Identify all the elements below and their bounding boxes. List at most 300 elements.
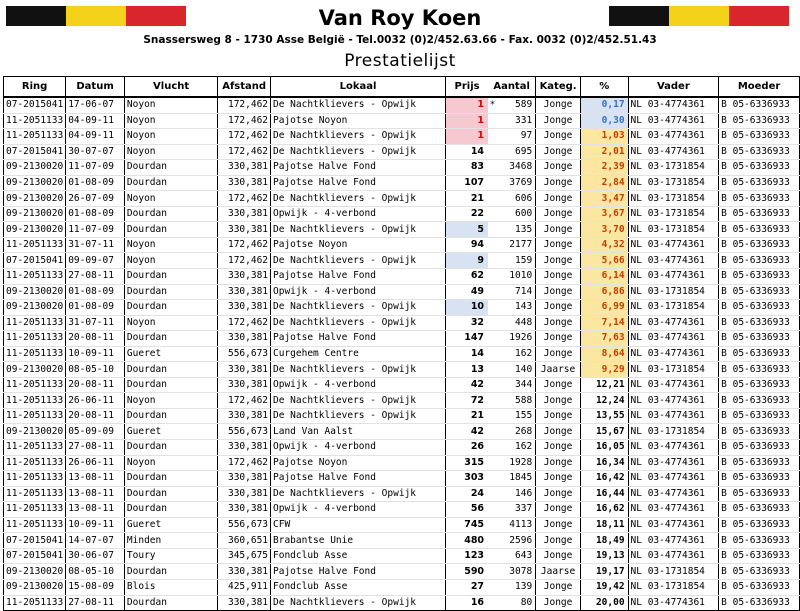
vlucht-cell: Dourdan [124, 269, 217, 285]
table-row [4, 300, 800, 316]
moeder-cell: B 05-6336933 [719, 564, 800, 580]
moeder-cell: B 05-6336933 [719, 129, 800, 145]
prijs-cell: 1 [446, 129, 488, 145]
prijs-cell: 21 [446, 408, 488, 424]
table-row [4, 237, 800, 253]
star-marker [488, 377, 497, 393]
moeder-cell: B 05-6336933 [719, 269, 800, 285]
pct-cell: 12,24 [580, 393, 628, 409]
ring-cell: 11-2051133 [4, 346, 66, 362]
moeder-cell: B 05-6336933 [719, 300, 800, 316]
star-marker [488, 315, 497, 331]
moeder-cell: B 05-6336933 [719, 455, 800, 471]
ring-cell: 09-2130020 [4, 579, 66, 595]
star-marker [488, 440, 497, 456]
kateg-cell: Jonge [536, 502, 581, 518]
ring-cell: 07-2015041 [4, 97, 66, 113]
vader-cell: NL 03-1731854 [628, 222, 719, 238]
star-marker [488, 564, 497, 580]
afstand-cell: 330,381 [218, 440, 271, 456]
vader-cell: NL 03-4774361 [628, 455, 719, 471]
vlucht-cell: Dourdan [124, 377, 217, 393]
star-marker [488, 284, 497, 300]
lokaal-cell: Opwijk - 4-verbond [271, 206, 446, 222]
pct-cell: 3,47 [580, 191, 628, 207]
ring-cell: 11-2051133 [4, 393, 66, 409]
star-marker [488, 206, 497, 222]
kateg-cell: Jonge [536, 315, 581, 331]
datum-cell: 11-07-09 [66, 222, 125, 238]
moeder-cell: B 05-6336933 [719, 393, 800, 409]
vlucht-cell: Noyon [124, 97, 217, 113]
afstand-cell: 330,381 [218, 206, 271, 222]
aantal-cell: 588 [497, 393, 536, 409]
datum-cell: 15-08-09 [66, 579, 125, 595]
aantal-cell: 606 [497, 191, 536, 207]
lokaal-cell: De Nachtklievers - Opwijk [271, 300, 446, 316]
moeder-cell: B 05-6336933 [719, 517, 800, 533]
afstand-cell: 330,381 [218, 408, 271, 424]
afstand-cell: 172,462 [218, 129, 271, 145]
aantal-cell: 331 [497, 113, 536, 129]
table-row [4, 346, 800, 362]
star-marker [488, 595, 497, 611]
moeder-cell: B 05-6336933 [719, 362, 800, 378]
afstand-cell: 172,462 [218, 253, 271, 269]
afstand-cell: 330,381 [218, 269, 271, 285]
kateg-cell: Jonge [536, 533, 581, 549]
star-marker [488, 160, 497, 176]
afstand-cell: 330,381 [218, 300, 271, 316]
ring-cell: 09-2130020 [4, 284, 66, 300]
datum-cell: 05-09-09 [66, 424, 125, 440]
lokaal-cell: Fondclub Asse [271, 548, 446, 564]
aantal-cell: 159 [497, 253, 536, 269]
vlucht-cell: Dourdan [124, 595, 217, 611]
vlucht-cell: Dourdan [124, 175, 217, 191]
pct-cell: 0,17 [580, 97, 628, 113]
ring-cell: 07-2015041 [4, 548, 66, 564]
pct-cell: 6,14 [580, 269, 628, 285]
ring-cell: 07-2015041 [4, 144, 66, 160]
vader-cell: NL 03-4774361 [628, 315, 719, 331]
aantal-cell: 695 [497, 144, 536, 160]
vlucht-cell: Dourdan [124, 486, 217, 502]
ring-cell: 09-2130020 [4, 191, 66, 207]
vlucht-cell: Dourdan [124, 284, 217, 300]
prijs-cell: 315 [446, 455, 488, 471]
lokaal-cell: De Nachtklievers - Opwijk [271, 144, 446, 160]
afstand-cell: 172,462 [218, 393, 271, 409]
prijs-cell: 26 [446, 440, 488, 456]
afstand-cell: 330,381 [218, 160, 271, 176]
vader-cell: NL 03-4774361 [628, 144, 719, 160]
lokaal-cell: Curgehem Centre [271, 346, 446, 362]
vader-cell: NL 03-4774361 [628, 269, 719, 285]
kateg-cell: Jonge [536, 175, 581, 191]
aantal-cell: 80 [497, 595, 536, 611]
moeder-cell: B 05-6336933 [719, 175, 800, 191]
pct-cell: 20,00 [580, 595, 628, 611]
star-marker [488, 424, 497, 440]
aantal-cell: 1926 [497, 331, 536, 347]
kateg-cell: Jonge [536, 144, 581, 160]
vader-cell: NL 03-1731854 [628, 424, 719, 440]
vader-cell: NL 03-1731854 [628, 300, 719, 316]
vlucht-cell: Gueret [124, 424, 217, 440]
afstand-cell: 345,675 [218, 548, 271, 564]
prijs-cell: 72 [446, 393, 488, 409]
kateg-cell: Jonge [536, 237, 581, 253]
kateg-cell: Jonge [536, 346, 581, 362]
kateg-cell: Jonge [536, 206, 581, 222]
star-marker [488, 237, 497, 253]
aantal-cell: 135 [497, 222, 536, 238]
vader-cell: NL 03-1731854 [628, 175, 719, 191]
datum-cell: 01-08-09 [66, 175, 125, 191]
prijs-cell: 147 [446, 331, 488, 347]
prijs-cell: 1 [446, 113, 488, 129]
afstand-cell: 330,381 [218, 564, 271, 580]
vlucht-cell: Blois [124, 579, 217, 595]
table-header-row [4, 77, 800, 98]
vlucht-cell: Dourdan [124, 440, 217, 456]
table-row [4, 331, 800, 347]
col-header-vlucht: Vlucht [124, 77, 217, 98]
aantal-cell: 1928 [497, 455, 536, 471]
prijs-cell: 745 [446, 517, 488, 533]
star-marker [488, 533, 497, 549]
afstand-cell: 556,673 [218, 346, 271, 362]
ring-cell: 11-2051133 [4, 377, 66, 393]
datum-cell: 20-08-11 [66, 377, 125, 393]
ring-cell: 11-2051133 [4, 486, 66, 502]
aantal-cell: 97 [497, 129, 536, 145]
document-title: Prestatielijst [344, 51, 456, 71]
table-row [4, 284, 800, 300]
col-header-aantal: Aantal [488, 77, 536, 98]
datum-cell: 20-08-11 [66, 408, 125, 424]
col-header-moeder: Moeder [719, 77, 800, 98]
prijs-cell: 10 [446, 300, 488, 316]
pct-cell: 19,42 [580, 579, 628, 595]
vader-cell: NL 03-4774361 [628, 346, 719, 362]
pct-cell: 1,03 [580, 129, 628, 145]
pct-cell: 3,67 [580, 206, 628, 222]
moeder-cell: B 05-6336933 [719, 548, 800, 564]
table-row [4, 129, 800, 145]
table-row [4, 548, 800, 564]
pct-cell: 5,66 [580, 253, 628, 269]
aantal-cell: 140 [497, 362, 536, 378]
kateg-cell: Jonge [536, 595, 581, 611]
vader-cell: NL 03-4774361 [628, 471, 719, 487]
datum-cell: 04-09-11 [66, 113, 125, 129]
datum-cell: 31-07-11 [66, 237, 125, 253]
star-marker [488, 408, 497, 424]
prijs-cell: 1 [446, 97, 488, 113]
aantal-cell: 3769 [497, 175, 536, 191]
pct-cell: 6,99 [580, 300, 628, 316]
col-header-kateg: Kateg. [536, 77, 581, 98]
lokaal-cell: Pajotse Halve Fond [271, 269, 446, 285]
vlucht-cell: Gueret [124, 346, 217, 362]
ring-cell: 09-2130020 [4, 222, 66, 238]
lokaal-cell: Land Van Aalst [271, 424, 446, 440]
table-row [4, 206, 800, 222]
afstand-cell: 556,673 [218, 517, 271, 533]
star-marker [488, 579, 497, 595]
table-row [4, 486, 800, 502]
table-body [4, 97, 800, 611]
star-marker: * [488, 97, 497, 113]
prijs-cell: 13 [446, 362, 488, 378]
aantal-cell: 1010 [497, 269, 536, 285]
afstand-cell: 360,651 [218, 533, 271, 549]
vlucht-cell: Dourdan [124, 408, 217, 424]
vader-cell: NL 03-4774361 [628, 129, 719, 145]
lokaal-cell: Pajotse Halve Fond [271, 564, 446, 580]
star-marker [488, 331, 497, 347]
moeder-cell: B 05-6336933 [719, 284, 800, 300]
moeder-cell: B 05-6336933 [719, 440, 800, 456]
vlucht-cell: Dourdan [124, 471, 217, 487]
vlucht-cell: Noyon [124, 237, 217, 253]
datum-cell: 01-08-09 [66, 300, 125, 316]
lokaal-cell: De Nachtklievers - Opwijk [271, 595, 446, 611]
table-row [4, 579, 800, 595]
star-marker [488, 362, 497, 378]
prijs-cell: 42 [446, 424, 488, 440]
prijs-cell: 49 [446, 284, 488, 300]
star-marker [488, 517, 497, 533]
moeder-cell: B 05-6336933 [719, 377, 800, 393]
lokaal-cell: Opwijk - 4-verbond [271, 377, 446, 393]
ring-cell: 11-2051133 [4, 455, 66, 471]
table-row [4, 408, 800, 424]
moeder-cell: B 05-6336933 [719, 331, 800, 347]
ring-cell: 09-2130020 [4, 175, 66, 191]
table-row [4, 315, 800, 331]
datum-cell: 13-08-11 [66, 486, 125, 502]
owner-address: Snassersweg 8 - 1730 Asse België - Tel.0032 (0)2/452.63.66 - Fax. 0032 (0)2/452.51.43 [143, 34, 657, 46]
prijs-cell: 123 [446, 548, 488, 564]
vader-cell: NL 03-4774361 [628, 377, 719, 393]
kateg-cell: Jonge [536, 408, 581, 424]
datum-cell: 14-07-07 [66, 533, 125, 549]
vlucht-cell: Dourdan [124, 331, 217, 347]
datum-cell: 13-08-11 [66, 471, 125, 487]
moeder-cell: B 05-6336933 [719, 533, 800, 549]
kateg-cell: Jonge [536, 253, 581, 269]
pct-cell: 0,30 [580, 113, 628, 129]
aantal-cell: 162 [497, 346, 536, 362]
star-marker [488, 346, 497, 362]
vader-cell: NL 03-4774361 [628, 517, 719, 533]
prijs-cell: 16 [446, 595, 488, 611]
aantal-cell: 3468 [497, 160, 536, 176]
prijs-cell: 32 [446, 315, 488, 331]
prijs-cell: 480 [446, 533, 488, 549]
datum-cell: 27-08-11 [66, 595, 125, 611]
vader-cell: NL 03-4774361 [628, 595, 719, 611]
lokaal-cell: Pajotse Noyon [271, 113, 446, 129]
star-marker [488, 222, 497, 238]
datum-cell: 17-06-07 [66, 97, 125, 113]
pct-cell: 18,11 [580, 517, 628, 533]
lokaal-cell: Pajotse Halve Fond [271, 331, 446, 347]
vader-cell: NL 03-4774361 [628, 408, 719, 424]
aantal-cell: 344 [497, 377, 536, 393]
vader-cell: NL 03-4774361 [628, 113, 719, 129]
afstand-cell: 172,462 [218, 191, 271, 207]
lokaal-cell: Opwijk - 4-verbond [271, 440, 446, 456]
afstand-cell: 330,381 [218, 362, 271, 378]
kateg-cell: Jonge [536, 331, 581, 347]
aantal-cell: 2596 [497, 533, 536, 549]
aantal-cell: 643 [497, 548, 536, 564]
table-row [4, 222, 800, 238]
star-marker [488, 548, 497, 564]
vader-cell: NL 03-4774361 [628, 486, 719, 502]
ring-cell: 11-2051133 [4, 502, 66, 518]
vader-cell: NL 03-4774361 [628, 237, 719, 253]
table-row [4, 191, 800, 207]
moeder-cell: B 05-6336933 [719, 408, 800, 424]
vader-cell: NL 03-4774361 [628, 548, 719, 564]
vlucht-cell: Noyon [124, 144, 217, 160]
afstand-cell: 330,381 [218, 377, 271, 393]
datum-cell: 26-06-11 [66, 393, 125, 409]
kateg-cell: Jaarse [536, 362, 581, 378]
star-marker [488, 471, 497, 487]
pct-cell: 16,34 [580, 455, 628, 471]
prijs-cell: 14 [446, 346, 488, 362]
moeder-cell: B 05-6336933 [719, 144, 800, 160]
pct-cell: 2,01 [580, 144, 628, 160]
afstand-cell: 330,381 [218, 175, 271, 191]
star-marker [488, 253, 497, 269]
lokaal-cell: De Nachtklievers - Opwijk [271, 393, 446, 409]
lokaal-cell: De Nachtklievers - Opwijk [271, 408, 446, 424]
prijs-cell: 83 [446, 160, 488, 176]
table-row [4, 377, 800, 393]
vader-cell: NL 03-4774361 [628, 440, 719, 456]
afstand-cell: 330,381 [218, 284, 271, 300]
table-row [4, 97, 800, 113]
moeder-cell: B 05-6336933 [719, 206, 800, 222]
vlucht-cell: Dourdan [124, 206, 217, 222]
vader-cell: NL 03-4774361 [628, 253, 719, 269]
pct-cell: 19,17 [580, 564, 628, 580]
kateg-cell: Jonge [536, 129, 581, 145]
moeder-cell: B 05-6336933 [719, 113, 800, 129]
vlucht-cell: Dourdan [124, 160, 217, 176]
prijs-cell: 14 [446, 144, 488, 160]
vader-cell: NL 03-4774361 [628, 331, 719, 347]
kateg-cell: Jonge [536, 471, 581, 487]
aantal-cell: 600 [497, 206, 536, 222]
ring-cell: 11-2051133 [4, 471, 66, 487]
datum-cell: 08-05-10 [66, 564, 125, 580]
lokaal-cell: De Nachtklievers - Opwijk [271, 222, 446, 238]
star-marker [488, 502, 497, 518]
aantal-cell: 589 [497, 97, 536, 113]
pct-cell: 16,42 [580, 471, 628, 487]
vader-cell: NL 03-4774361 [628, 502, 719, 518]
moeder-cell: B 05-6336933 [719, 160, 800, 176]
aantal-cell: 162 [497, 440, 536, 456]
lokaal-cell: Brabantse Unie [271, 533, 446, 549]
aantal-cell: 155 [497, 408, 536, 424]
aantal-cell: 139 [497, 579, 536, 595]
star-marker [488, 300, 497, 316]
pct-cell: 15,67 [580, 424, 628, 440]
kateg-cell: Jonge [536, 393, 581, 409]
ring-cell: 09-2130020 [4, 206, 66, 222]
afstand-cell: 330,381 [218, 502, 271, 518]
ring-cell: 09-2130020 [4, 160, 66, 176]
datum-cell: 26-07-09 [66, 191, 125, 207]
afstand-cell: 172,462 [218, 113, 271, 129]
kateg-cell: Jonge [536, 517, 581, 533]
table-row [4, 160, 800, 176]
star-marker [488, 144, 497, 160]
datum-cell: 20-08-11 [66, 331, 125, 347]
prijs-cell: 24 [446, 486, 488, 502]
vader-cell: NL 03-1731854 [628, 206, 719, 222]
kateg-cell: Jonge [536, 222, 581, 238]
datum-cell: 01-08-09 [66, 284, 125, 300]
afstand-cell: 330,381 [218, 471, 271, 487]
kateg-cell: Jonge [536, 269, 581, 285]
table-row [4, 362, 800, 378]
moeder-cell: B 05-6336933 [719, 97, 800, 113]
col-header-pct: % [580, 77, 628, 98]
vader-cell: NL 03-4774361 [628, 97, 719, 113]
star-marker [488, 113, 497, 129]
col-header-lokaal: Lokaal [271, 77, 446, 98]
aantal-cell: 268 [497, 424, 536, 440]
ring-cell: 09-2130020 [4, 424, 66, 440]
lokaal-cell: De Nachtklievers - Opwijk [271, 97, 446, 113]
vader-cell: NL 03-1731854 [628, 191, 719, 207]
vlucht-cell: Dourdan [124, 362, 217, 378]
afstand-cell: 425,911 [218, 579, 271, 595]
table-row [4, 595, 800, 611]
lokaal-cell: Fondclub Asse [271, 579, 446, 595]
kateg-cell: Jonge [536, 548, 581, 564]
pct-cell: 3,70 [580, 222, 628, 238]
moeder-cell: B 05-6336933 [719, 222, 800, 238]
prijs-cell: 62 [446, 269, 488, 285]
moeder-cell: B 05-6336933 [719, 486, 800, 502]
prijs-cell: 590 [446, 564, 488, 580]
ring-cell: 11-2051133 [4, 237, 66, 253]
prijs-cell: 21 [446, 191, 488, 207]
datum-cell: 27-08-11 [66, 269, 125, 285]
prijs-cell: 42 [446, 377, 488, 393]
star-marker [488, 191, 497, 207]
datum-cell: 09-09-07 [66, 253, 125, 269]
ring-cell: 07-2015041 [4, 533, 66, 549]
ring-cell: 11-2051133 [4, 269, 66, 285]
col-header-datum: Datum [66, 77, 125, 98]
vlucht-cell: Noyon [124, 455, 217, 471]
table-row [4, 113, 800, 129]
kateg-cell: Jonge [536, 377, 581, 393]
kateg-cell: Jonge [536, 486, 581, 502]
